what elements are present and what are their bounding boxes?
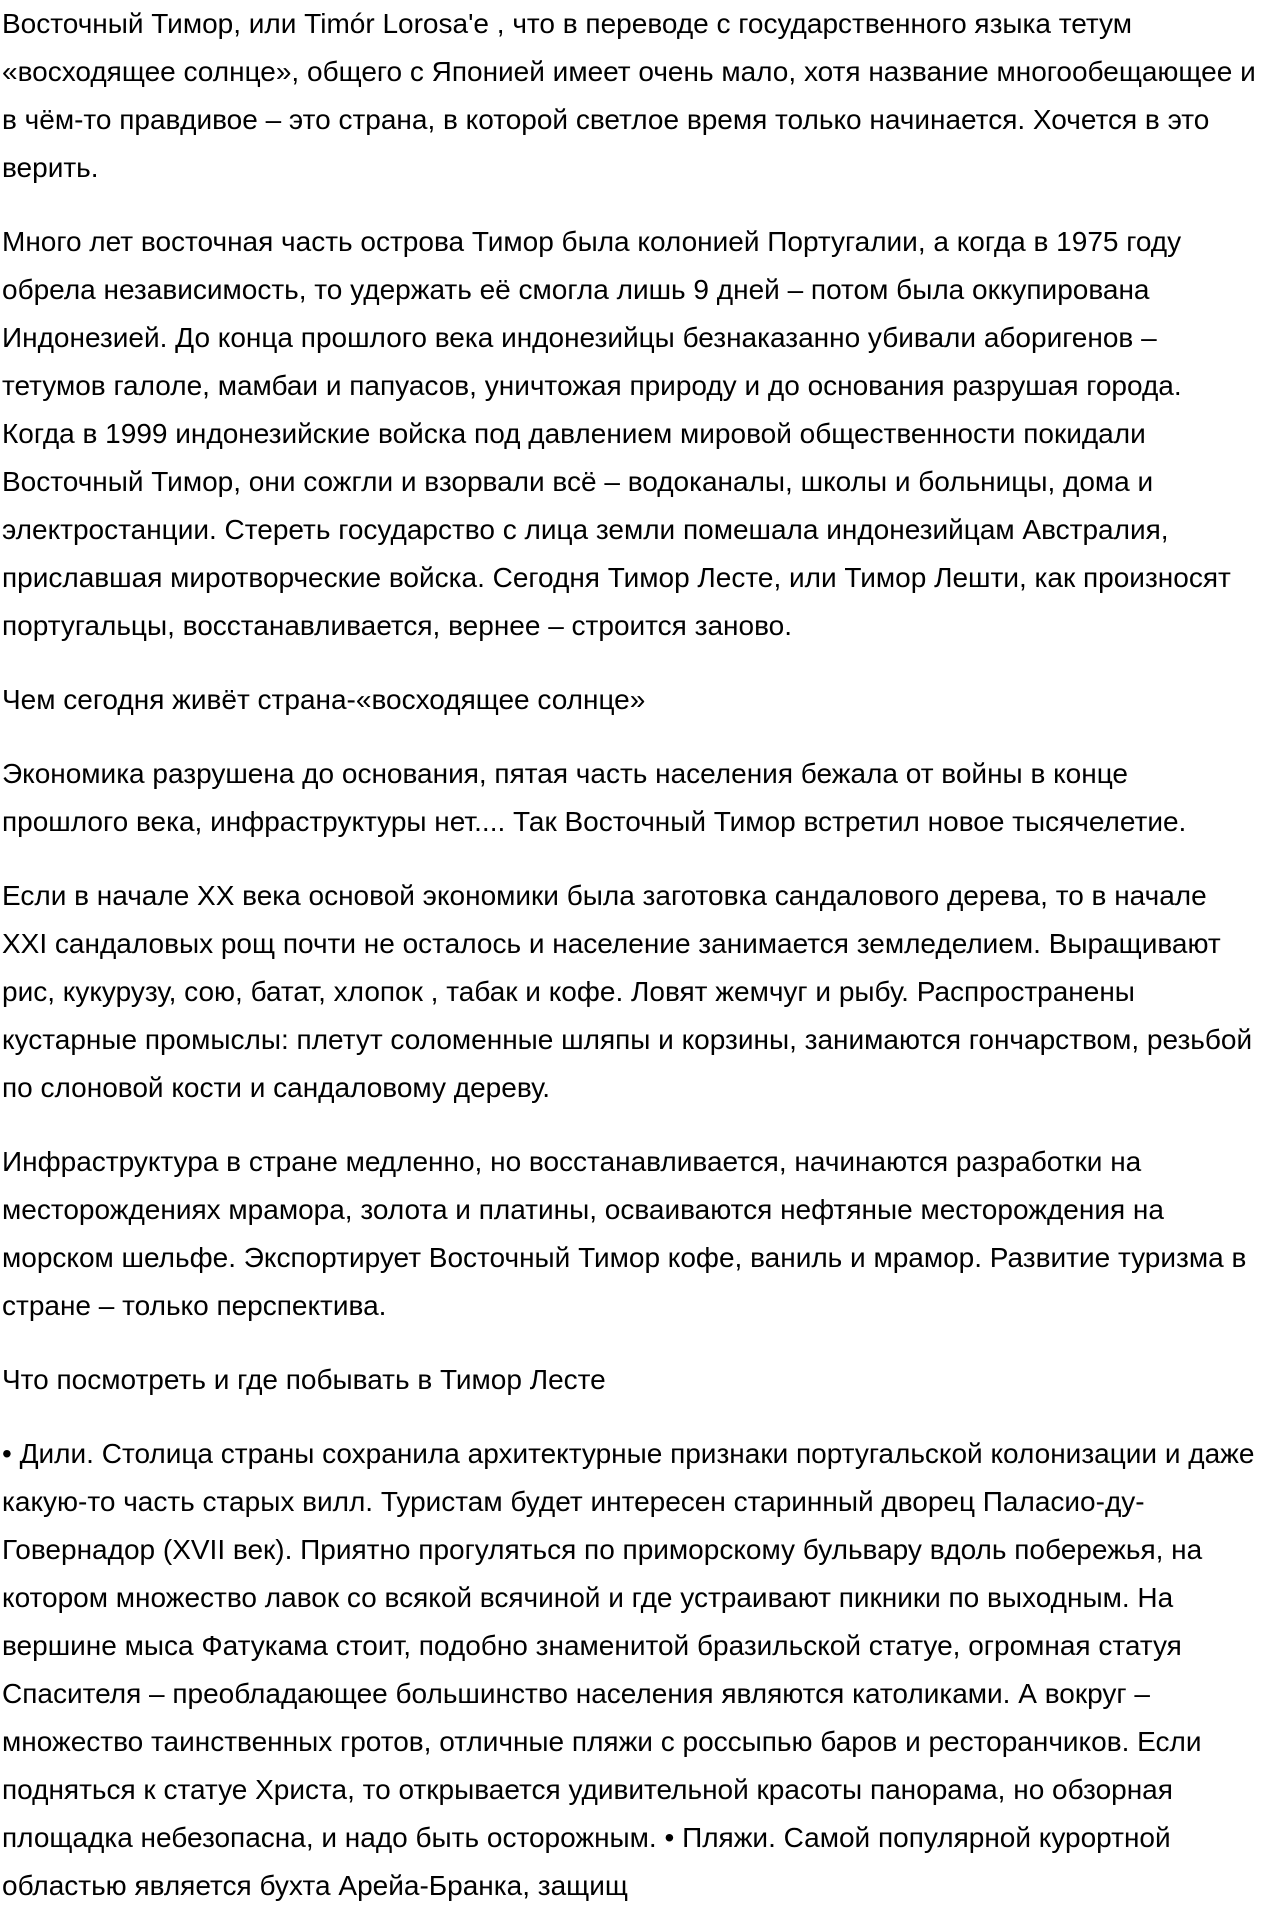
- section-heading-sights: Что посмотреть и где побывать в Тимор Лесте: [2, 1364, 606, 1395]
- paragraph-infrastructure: Инфраструктура в стране медленно, но восстанавливается, начинаются разработки на месторождениях мрамора, золота и платины, осваиваются нефтяные месторождения на морском шельфе. Экспортирует Восточный Тимор кофе, ваниль и мрамор. Развитие туризма в стране – только перспектива.: [2, 1146, 1247, 1321]
- paragraph-intro: Восточный Тимор, или Timór Lorosa'e , что в переводе с государственного языка тетум «восходящее солнце», общего с Японией имеет очень мало, хотя название многообещающее и в чём-то правдивое – это страна, в которой светлое время только начинается. Хочется в это верить.: [2, 8, 1256, 183]
- paragraph-economy-state: Экономика разрушена до основания, пятая часть населения бежала от войны в конце прошлого века, инфраструктуры нет.... Так Восточный Тимор встретил новое тысячелетие.: [2, 758, 1187, 837]
- section-heading-economy: Чем сегодня живёт страна-«восходящее солнце»: [2, 684, 646, 715]
- paragraph-history: Много лет восточная часть острова Тимор была колонией Португалии, а когда в 1975 году обрела независимость, то удержать её смогла лишь 9 дней – потом была оккупирована Индонезией. До конца прошлого века индонезийцы безнаказанно убивали аборигенов – тетумов галоле, мамбаи и папуасов, уничтожая природу и до основания разрушая города. Когда в 1999 индонезийские войска под давлением мировой общественности покидали Восточный Тимор, они сожгли и взорвали всё – водоканалы, школы и больницы, дома и электростанции. Стереть государство с лица земли помешала индонезийцам Австралия, приславшая миротворческие войска. Сегодня Тимор Лесте, или Тимор Лешти, как произносят португальцы, восстанавливается, вернее – строится заново.: [2, 226, 1231, 641]
- paragraph-agriculture: Если в начале XX века основой экономики была заготовка сандалового дерева, то в начале XXI сандаловых рощ почти не осталось и население занимается земледелием. Выращивают рис, кукурузу, сою, батат, хлопок , табак и кофе. Ловят жемчуг и рыбу. Распространены кустарные промыслы: плетут соломенные шляпы и корзины, занимаются гончарством, резьбой по слоновой кости и сандаловому дереву.: [2, 880, 1253, 1103]
- paragraph-sights-dili: • Дили. Столица страны сохранила архитектурные признаки португальской колонизации и даже какую-то часть старых вилл. Туристам будет интересен старинный дворец Паласио-ду-Говернадор (XVII век). Приятно прогуляться по приморскому бульвару вдоль побережья, на котором множество лавок со всякой всячиной и где устраивают пикники по выходным. На вершине мыса Фатукама стоит, подобно знаменитой бразильской статуе, огромная статуя Спасителя – преобладающее большинство населения являются католиками. А вокруг – множество таинственных гротов, отличные пляжи с россыпью баров и ресторанчиков. Если подняться к статуе Христа, то открывается удивительной красоты панорама, но обзорная площадка небезопасна, и надо быть осторожным. • Пляжи. Самой популярной курортной областью является бухта Арейа-Бранка, защищ: [2, 1438, 1255, 1901]
